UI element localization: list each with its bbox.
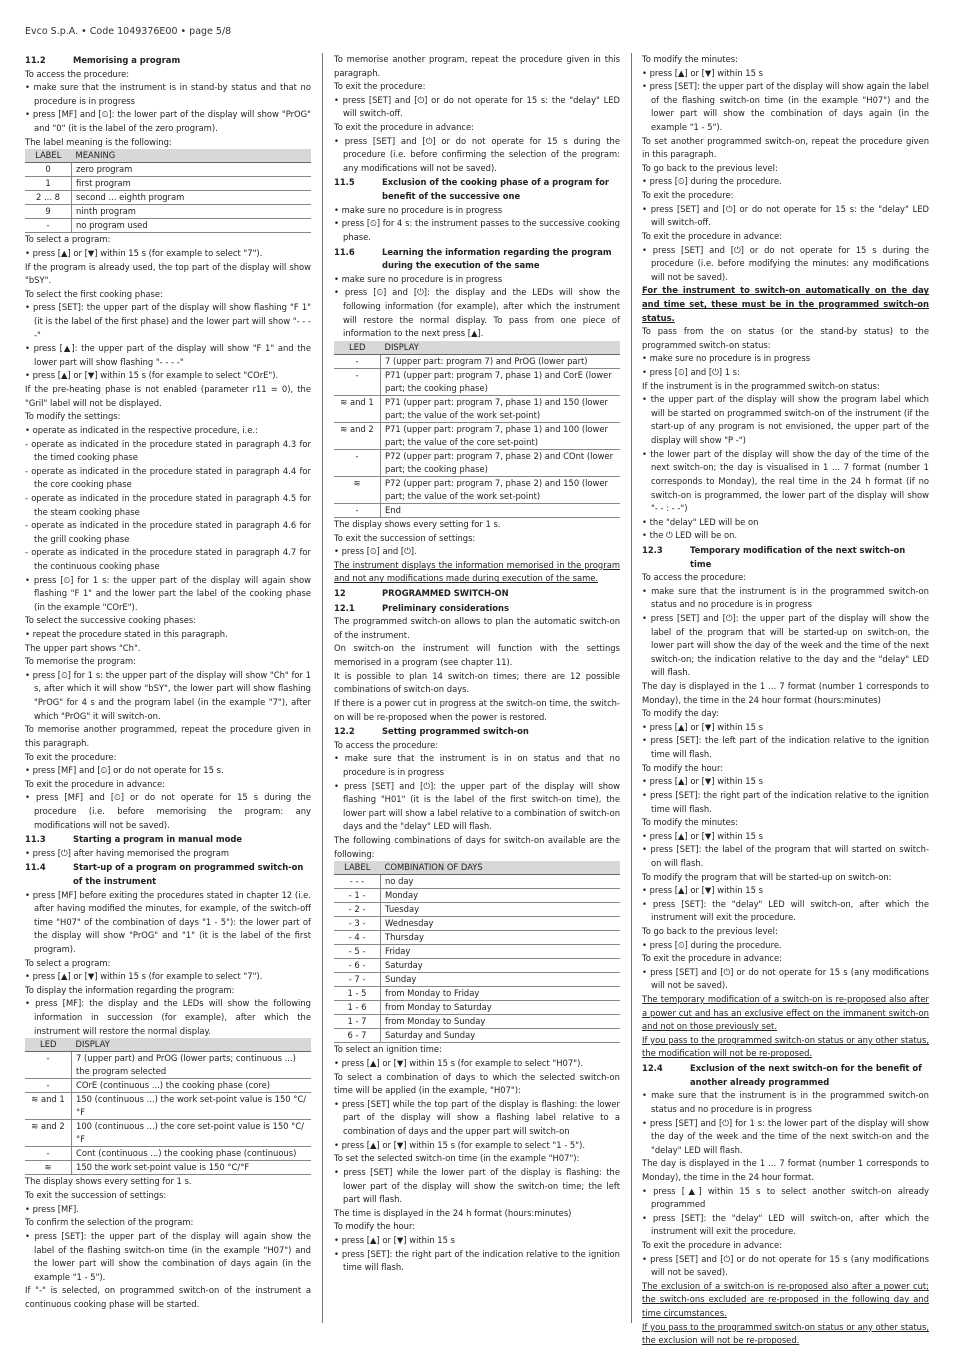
table-row	[25, 1161, 311, 1175]
bullet-item: • press [SET]: the "delay" LED will switch-on, after which the instrument will exit the procedure.	[642, 898, 929, 923]
section-heading	[25, 861, 311, 888]
table-cell: -	[25, 1079, 72, 1093]
paragraph: To select a combination of days to which the selected switch-on time will be applied (in the example, "H07"):	[334, 1071, 620, 1096]
paragraph: The exclusion of a switch-on is re-proposed also after a power cut; the switch-ons excluded are re-proposed in the following day and time circumstances.	[642, 1280, 929, 1319]
paragraph: To exit the succession of settings:	[334, 532, 476, 543]
column-divider	[322, 53, 323, 1323]
table-cell: second ... eighth program	[72, 191, 312, 205]
paragraph: To exit the procedure in advance:	[642, 1240, 782, 1251]
table-cell: Cont (continuous ...) the cooking phase (continuous)	[72, 1147, 312, 1161]
table-cell: 1 - 5	[334, 987, 381, 1001]
table-cell: Tuesday	[381, 903, 621, 917]
paragraph: If the program is already used, the top part of the display will show "bSY".	[25, 261, 311, 286]
paragraph: To memorise the program:	[25, 656, 136, 667]
table-cell: from Monday to Sunday	[381, 1015, 621, 1029]
paragraph: To exit the procedure in advance:	[642, 230, 782, 241]
bullet-item: • press [▲] or [▼] within 15 s (for example to select "7").	[25, 971, 263, 982]
table-header-row	[334, 861, 620, 875]
table-row	[334, 422, 620, 449]
paragraph: The upper part shows "Ch".	[25, 642, 141, 653]
section-number: 11.3	[25, 834, 46, 845]
paragraph: To select the successive cooking phases:	[25, 615, 197, 626]
table-row	[25, 1120, 311, 1147]
table-row	[334, 987, 620, 1001]
bullet-item: • press [⏲] and [⏻]: the display and the LEDs will show the following information (for example), after which the instrument will restore the normal display. To pass from one piece of information to the next press [▲].	[334, 287, 620, 339]
section-number: 12.3	[642, 544, 663, 555]
paragraph: The following combinations of days for switch-on available are the following:	[334, 835, 620, 859]
bullet-item: • the upper part of the display will show the program label which will be started on programmed switch-on of the instrument (if the start-up of any program is not envisioned, the upper part of the display will show "P -")	[642, 394, 929, 446]
table-cell: ≋ and 2	[334, 422, 381, 449]
column-divider	[631, 53, 632, 1323]
section-title: Exclusion of the next switch-on for the benefit of another already programmed	[690, 1063, 922, 1087]
paragraph: To modify the minutes:	[642, 54, 738, 64]
bullet-item: • press [⏲] and [⏻] 1 s:	[642, 367, 740, 378]
paragraph: To set the selected switch-on time (in the example "H07"):	[334, 1153, 580, 1164]
table-cell: no day	[381, 875, 621, 889]
table-cell: - - -	[334, 875, 381, 889]
bullet-item: • press [▲] or [▼] within 15 s	[642, 67, 763, 78]
bullet-item: • repeat the procedure stated in this paragraph.	[25, 629, 228, 640]
bullet-item: • press [MF].	[25, 1203, 79, 1214]
section-heading	[334, 176, 620, 203]
table-cell: ≋ and 1	[334, 395, 381, 422]
bullet-item: • press [SET] and [⏻] for 1 s: the lower part of the display will show the day of the week and the time of the next switch-on and the "delay" LED will flash.	[642, 1117, 929, 1155]
table-row	[25, 1079, 311, 1093]
emphasis-note: For the instrument to switch-on automatically on the day and time set, these must be in the programmed switch-on status.	[642, 285, 929, 323]
bullet-item: • operate as indicated in the respective procedure, i.e.:	[25, 424, 258, 435]
paragraph: To select a program:	[25, 234, 111, 245]
table-cell: Sunday	[381, 973, 621, 987]
paragraph: The day is displayed in the 1 ... 7 format (number 1 corresponds to Monday), the time in the 24 hour format.	[642, 1158, 929, 1182]
paragraph: To go back to the previous level:	[642, 926, 778, 936]
table-cell: 100 (continuous ...) the core set-point value is 150 °C/°F	[72, 1120, 312, 1147]
table-cell: 1	[25, 177, 72, 191]
section-number: 12.4	[642, 1063, 663, 1074]
section-number: 12.1	[334, 602, 355, 613]
bullet-item: • press [▲] or [▼] within 15 s	[334, 1234, 455, 1245]
section-number: 11.6	[334, 246, 355, 257]
table-row	[334, 1015, 620, 1029]
paragraph: The day is displayed in the 1 ... 7 format (number 1 corresponds to Monday), the time in the 24 hour format (hours:minutes)	[642, 681, 929, 705]
table-row	[334, 931, 620, 945]
bullet-item: • make sure no procedure is in progress	[334, 204, 503, 215]
paragraph: To select a program:	[25, 957, 111, 968]
bullet-item: • press [SET] and [⏻]: the upper part of the display will show the label of the program that will be started-up on switch-on, the lower part will show the day of the week and the time of the next switch-on; the indication relative to the day and the "delay" LED will flash.	[642, 612, 929, 678]
paragraph: The programmed switch-on allows to plan the automatic switch-on of the instrument.	[334, 616, 620, 640]
paragraph: To exit the procedure:	[642, 190, 734, 201]
table-header-row	[334, 341, 620, 355]
table-row	[25, 219, 311, 233]
table-row	[334, 889, 620, 903]
section-title: Temporary modification of the next switch-on time	[690, 544, 906, 569]
bullet-item: • make sure no procedure is in progress	[642, 353, 811, 364]
section-heading	[642, 1062, 929, 1089]
table-cell: ≋ and 2	[25, 1120, 72, 1147]
bullet-item: • press [⏲] for 1 s: the upper part of the display will again show flashing "F 1" and the lower part the label of the cooking phase (in the example "COrE").	[25, 574, 311, 612]
data-table	[334, 341, 620, 518]
bullet-item: • press [SET] and [⏻] or do not operate for 15 s during the procedure (i.e. before modifying the minutes: any modifications will not be saved).	[642, 244, 929, 282]
paragraph: To access the procedure:	[642, 572, 747, 583]
table-cell: -	[334, 449, 381, 476]
table-cell: - 3 -	[334, 917, 381, 931]
table-header-cell: MEANING	[72, 149, 312, 163]
table-header-row	[25, 1038, 311, 1052]
table-cell: no program used	[72, 219, 312, 233]
paragraph: To display the information regarding the program:	[25, 984, 235, 995]
section-heading	[25, 833, 311, 847]
section-heading	[334, 246, 620, 273]
paragraph: If the pre-heating phase is not enabled (parameter r11 = 0), the "Gril" label will not be displayed.	[25, 384, 311, 408]
table-row	[334, 476, 620, 503]
table-cell: - 5 -	[334, 945, 381, 959]
table-cell: COrE (continuous ...) the cooking phase (core)	[72, 1079, 312, 1093]
section-title: Memorising a program	[73, 55, 181, 65]
section-heading	[642, 544, 929, 571]
table-row	[25, 1052, 311, 1079]
table-row	[334, 354, 620, 368]
table-row	[334, 917, 620, 931]
bullet-item: • press [⏲] for 1 s: the upper part of the display will show "Ch" for 1 s, after which it will show "bSY", the lower part will show flashing "PrOG" for 4 s and the program label (in the example "7"), after which "PrOG" it will switch-on.	[25, 669, 311, 721]
table-cell: -	[25, 1052, 72, 1079]
section-title: Start-up of a program on programmed switch-on of the instrument	[73, 862, 304, 886]
bullet-item: - operate as indicated in the procedure stated in paragraph 4.7 for the continuous cooking phase	[25, 547, 311, 571]
paragraph: The display shows every setting for 1 s.	[25, 1176, 192, 1187]
table-row	[334, 959, 620, 973]
bullet-item: • press [▲] or [▼] within 15 s	[642, 721, 763, 732]
section-title: Preliminary considerations	[382, 602, 509, 613]
table-cell: zero program	[72, 163, 312, 177]
bullet-item: • press [SET]: the right part of the indication relative to the ignition time will flash.	[642, 789, 929, 814]
bullet-item: • press [SET] while the lower part of the display is flashing: the lower part of the display will show the switch-on time; the left part will flash.	[334, 1166, 620, 1205]
bullet-item: • press [SET] and [⏻] or do not operate for 15 s (any modifications will not be saved).	[642, 1253, 929, 1278]
paragraph: To exit the procedure in advance:	[334, 122, 474, 133]
table-cell: - 1 -	[334, 889, 381, 903]
paragraph: It is possible to plan 14 switch-on times; there are 12 possible combinations of switch-on days.	[334, 670, 620, 695]
bullet-item: • press [MF] before exiting the procedures stated in chapter 12 (i.e. after having modified the minutes, for example, of the switch-off time "H07" of the combination of days "1 - 5"): the lower part of the display will show "PrOG" and "1" (it is the label of the first program).	[25, 889, 311, 955]
section-number: 12.2	[334, 726, 355, 737]
table-row	[25, 191, 311, 205]
column-1	[25, 53, 311, 1312]
paragraph: To exit the procedure in advance:	[642, 953, 782, 964]
paragraph: To modify the program that will be started-up on switch-on:	[642, 871, 892, 882]
bullet-item: • press [⏲] during the procedure.	[642, 939, 782, 950]
table-cell: Friday	[381, 945, 621, 959]
bullet-item: • press [SET] and [⏻] or do not operate for 15 s: the "delay" LED will switch-off.	[642, 203, 929, 228]
bullet-item: • the lower part of the display will show the day of the time of the next switch-on; the day is visualised in 1 ... 7 format (number 1 corresponds to Monday), the real time in the 24 h format (if no switch-on is programmed, the lower part of the display will show "- - : - -")	[642, 448, 929, 514]
bullet-item: • press [SET]: the upper part of the display will show flashing "F 1" (it is the label of the first phase) and the lower part will show "- - - -"	[25, 302, 311, 340]
paragraph: On switch-on the instrument will function with the settings memorised in a program (see chapter 11).	[334, 643, 620, 668]
table-row	[334, 503, 620, 517]
table-cell: -	[334, 354, 381, 368]
section-title: Starting a program in manual mode	[73, 834, 243, 845]
bullet-item: • press [▲] or [▼] within 15 s	[642, 830, 763, 841]
paragraph: To exit the succession of settings:	[25, 1190, 167, 1201]
table-cell: from Monday to Friday	[381, 987, 621, 1001]
table-header-row	[25, 149, 311, 163]
table-row	[334, 1029, 620, 1043]
table-header-cell: COMBINATION OF DAYS	[381, 861, 621, 875]
table-row	[334, 368, 620, 395]
paragraph: To modify the hour:	[334, 1221, 416, 1232]
table-cell: ≋	[334, 476, 381, 503]
table-cell: 9	[25, 205, 72, 219]
data-table	[25, 149, 311, 233]
table-cell: from Monday to Saturday	[381, 1001, 621, 1015]
paragraph: To access the procedure:	[25, 68, 130, 79]
table-row	[334, 449, 620, 476]
paragraph: If there is a power cut in progress at the switch-on time, the switch-on will be re-proposed when the power is restored.	[334, 697, 620, 722]
table-cell: Saturday	[381, 959, 621, 973]
paragraph: To memorise another programmed, repeat the procedure given in this paragraph.	[25, 724, 311, 748]
paragraph: To select an ignition time:	[334, 1044, 442, 1055]
paragraph: To modify the day:	[642, 708, 719, 719]
bullet-item: - operate as indicated in the procedure stated in paragraph 4.4 for the core cooking phase	[25, 465, 311, 490]
section-title: PROGRAMMED SWITCH-ON	[382, 588, 509, 599]
table-row	[25, 1147, 311, 1161]
table-cell: 7 (upper part: program 7) and PrOG (lower part)	[381, 354, 621, 368]
bullet-item: • press [SET]: the right part of the indication relative to the ignition time will flash.	[334, 1248, 620, 1273]
paragraph: The display shows every setting for 1 s.	[334, 519, 501, 529]
table-cell: ninth program	[72, 205, 312, 219]
table-row	[334, 1001, 620, 1015]
table-cell: -	[334, 503, 381, 517]
table-cell: ≋	[25, 1161, 72, 1175]
bullet-item: • press [SET] while the top part of the display is flashing: the lower part of the display will show a flashing label relative to a combination of days and the upper part will switch-on	[334, 1098, 620, 1137]
bullet-item: - operate as indicated in the procedure stated in paragraph 4.5 for the steam cooking phase	[25, 492, 311, 517]
table-row	[334, 945, 620, 959]
paragraph: To confirm the selection of the program:	[25, 1217, 194, 1228]
bullet-item: • press [▲] within 15 s to select another switch-on already programmed	[642, 1185, 929, 1210]
bullet-item: • press [MF] and [⏲] or do not operate for 15 s during the procedure (i.e. before memorising the program: any modifications will not be saved).	[25, 792, 311, 830]
bullet-item: • press [⏲] and [⏻].	[334, 546, 417, 557]
table-row	[334, 395, 620, 422]
paragraph: To exit the procedure:	[334, 81, 426, 92]
table-cell: P72 (upper part: program 7, phase 2) and 150 (lower part; the value of the work set-point)	[381, 476, 621, 503]
table-cell: P71 (upper part: program 7, phase 1) and CorE (lower part; the cooking phase)	[381, 368, 621, 395]
table-cell: - 2 -	[334, 903, 381, 917]
bullet-item: • press [SET]: the label of the program that will started on switch-on will flash.	[642, 844, 929, 868]
table-row	[25, 1093, 311, 1120]
bullet-item: • press [▲] or [▼] within 15 s	[642, 776, 763, 787]
bullet-item: - operate as indicated in the procedure stated in paragraph 4.3 for the timed cooking phase	[25, 438, 311, 463]
bullet-item: • press [SET]: the upper part of the display will show again the label of the flashing switch-on time (in the example "H07") and the lower part will show the combination of days again (in the example "1 - 5").	[642, 81, 929, 133]
table-header-cell: LED	[25, 1038, 72, 1052]
table-row	[25, 177, 311, 191]
section-title: Exclusion of the cooking phase of a program for benefit of the successive one	[382, 177, 609, 202]
table-cell: 150 the work set-point value is 150 °C/°F	[72, 1161, 312, 1175]
paragraph: To select the first cooking phase:	[25, 288, 163, 299]
bullet-item: • press [SET]: the "delay" LED will switch-on, after which the instrument will exit the procedure.	[642, 1212, 929, 1237]
table-cell: 2 ... 8	[25, 191, 72, 205]
bullet-item: - operate as indicated in the procedure stated in paragraph 4.6 for the grill cooking phase	[25, 520, 311, 544]
bullet-item: • the ⏻ LED will be on.	[642, 530, 738, 541]
paragraph: To set another programmed switch-on, repeat the procedure given in this paragraph.	[642, 135, 929, 160]
paragraph: If you pass to the programmed switch-on status or any other status, the modification will not be re-proposed.	[642, 1034, 929, 1059]
bullet-item: • press [SET] and [⏻] or do not operate for 15 s (any modifications will not be saved).	[642, 966, 929, 991]
paragraph: If the instrument is in the programmed switch-on status:	[642, 380, 880, 391]
section-heading	[334, 587, 620, 601]
bullet-item: • press [▲]: the upper part of the display will show "F 1" and the lower part will show flashing "- - - -"	[25, 343, 311, 367]
bullet-item: • press [▲] or [▼] within 15 s (for example to select "COrE").	[25, 370, 279, 381]
bullet-item: • make sure that the instrument is in on status and that no procedure is in progress	[334, 753, 620, 777]
table-cell: - 7 -	[334, 973, 381, 987]
bullet-item: • press [⏻] after having memorised the program	[25, 847, 230, 858]
section-number: 11.2	[25, 55, 46, 65]
section-title: Learning the information regarding the program during the execution of the same	[382, 246, 612, 271]
paragraph: If you pass to the programmed switch-on status or any other status, the exclusion will not be re-proposed.	[642, 1321, 929, 1346]
paragraph: To modify the settings:	[25, 411, 121, 422]
paragraph: To modify the hour:	[642, 762, 724, 773]
table-header-cell: DISPLAY	[381, 341, 621, 355]
bullet-item: • press [SET]: the upper part of the display will again show the label of the flashing switch-on time (in the example "H07") and the lower part will show the combination of days again (in the example "1 - 5").	[25, 1230, 311, 1282]
table-cell: Wednesday	[381, 917, 621, 931]
bullet-item: • press [SET] and [⏻] or do not operate for 15 s: the "delay" LED will switch-off.	[334, 94, 620, 119]
table-cell: P72 (upper part: program 7, phase 2) and COnt (lower part; the cooking phase)	[381, 449, 621, 476]
section-heading	[25, 54, 311, 68]
section-number: 11.4	[25, 862, 46, 873]
data-table	[25, 1038, 311, 1175]
table-row	[25, 205, 311, 219]
bullet-item: • press [SET] and [⏻] or do not operate for 15 s during the procedure (i.e. before confirming the selection of the program: any modifications will not be saved).	[334, 135, 620, 173]
table-cell: 7 (upper part) and PrOG (lower parts; continuous ...) the program selected	[72, 1052, 312, 1079]
paragraph: If "-" is selected, on programmed switch-on of the instrument a continuous cooking phase will be started.	[25, 1285, 311, 1309]
table-cell: -	[334, 368, 381, 395]
table-cell: P71 (upper part: program 7, phase 1) and 100 (lower part; the value of the core set-point)	[381, 422, 621, 449]
section-number: 11.5	[334, 177, 355, 188]
table-cell: P71 (upper part: program 7, phase 1) and 150 (lower part; the value of the work set-point)	[381, 395, 621, 422]
bullet-item: • make sure that the instrument is in stand-by status and that no procedure is in progress	[25, 82, 311, 106]
section-title: Setting programmed switch-on	[382, 726, 529, 737]
paragraph: The temporary modification of a switch-on is re-proposed also after a power cut and has an exclusive effect on the immanent switch-on and not on those previously set.	[642, 994, 929, 1032]
table-cell: 1 - 7	[334, 1015, 381, 1029]
table-cell: End	[381, 503, 621, 517]
section-heading	[334, 725, 620, 739]
table-row	[334, 973, 620, 987]
table-cell: 1 - 6	[334, 1001, 381, 1015]
table-cell: Monday	[381, 889, 621, 903]
bullet-item: • make sure no procedure is in progress	[334, 273, 503, 284]
table-row	[334, 903, 620, 917]
column-3	[642, 53, 929, 1348]
table-row	[25, 163, 311, 177]
bullet-item: • press [▲] or [▼] within 15 s (for example to select "1 - 5").	[334, 1139, 586, 1150]
paragraph: To exit the procedure in advance:	[25, 778, 165, 789]
paragraph: To pass from the on status (or the stand-by status) to the programmed switch-on status:	[642, 326, 929, 350]
table-cell: 6 - 7	[334, 1029, 381, 1043]
table-cell: Saturday and Sunday	[381, 1029, 621, 1043]
table-cell: -	[25, 219, 72, 233]
column-2	[334, 53, 620, 1275]
bullet-item: • press [▲] or [▼] within 15 s	[642, 885, 763, 896]
table-cell: 150 (continuous ...) the work set-point value is 150 °C/°F	[72, 1093, 312, 1120]
table-cell: 0	[25, 163, 72, 177]
bullet-item: • press [SET]: the left part of the indication relative to the ignition time will flash.	[642, 735, 929, 760]
bullet-item: • press [SET] and [⏻]: the upper part of the display will show flashing "H01" (it is the label of the first switch-on time), the lower part will show a label relative to a combination of switch-on days and the "delay" LED will flash.	[334, 780, 620, 832]
bullet-item: • make sure that the instrument is in the programmed switch-on status and no procedure is in progress	[642, 1090, 929, 1114]
bullet-item: • press [MF] and [⏲] or do not operate for 15 s.	[25, 765, 224, 776]
bullet-item: • press [▲] or [▼] within 15 s (for example to select "H07").	[334, 1058, 583, 1069]
bullet-item: • press [▲] or [▼] within 15 s (for example to select "7").	[25, 247, 263, 258]
bullet-item: • press [MF]: the display and the LEDs will show the following information in succession (for example), after which the instrument will restore the normal display.	[25, 998, 311, 1036]
paragraph: To exit the procedure:	[25, 751, 117, 762]
table-cell: first program	[72, 177, 312, 191]
table-header-cell: DISPLAY	[72, 1038, 312, 1052]
table-cell: Thursday	[381, 931, 621, 945]
paragraph: To access the procedure:	[334, 739, 439, 750]
bullet-item: • make sure that the instrument is in the programmed switch-on status and no procedure is in progress	[642, 585, 929, 610]
table-cell: ≋ and 1	[25, 1093, 72, 1120]
table-header-cell: LED	[334, 341, 381, 355]
table-header-cell: LABEL	[334, 861, 381, 875]
section-heading	[334, 602, 620, 616]
bullet-item: • press [⏲] for 4 s: the instrument passes to the successive cooking phase.	[334, 218, 620, 242]
paragraph: To go back to the previous level:	[642, 162, 778, 173]
table-cell: -	[25, 1147, 72, 1161]
bullet-item: • press [⏲] during the procedure.	[642, 176, 782, 187]
page-header: Evco S.p.A. • Code 1049376E00 • page 5/8	[25, 26, 232, 37]
bullet-item: • the "delay" LED will be on	[642, 516, 759, 527]
table-header-cell: LABEL	[25, 149, 72, 163]
paragraph: The label meaning is the following:	[25, 136, 172, 147]
table-row	[334, 875, 620, 889]
bullet-item: • press [MF] and [⏲]: the lower part of the display will show "PrOG" and "0" (it is the label of the zero program).	[25, 109, 311, 134]
paragraph: The instrument displays the information memorised in the program and not any modifications made during execution of the same.	[334, 559, 620, 584]
paragraph: The time is displayed in the 24 h format (hours:minutes)	[334, 1207, 572, 1218]
paragraph: To modify the minutes:	[642, 817, 738, 828]
table-cell: - 6 -	[334, 959, 381, 973]
section-number: 12	[334, 588, 346, 599]
data-table	[334, 861, 620, 1043]
table-cell: - 4 -	[334, 931, 381, 945]
paragraph: To memorise another program, repeat the procedure given in this paragraph.	[334, 54, 620, 78]
